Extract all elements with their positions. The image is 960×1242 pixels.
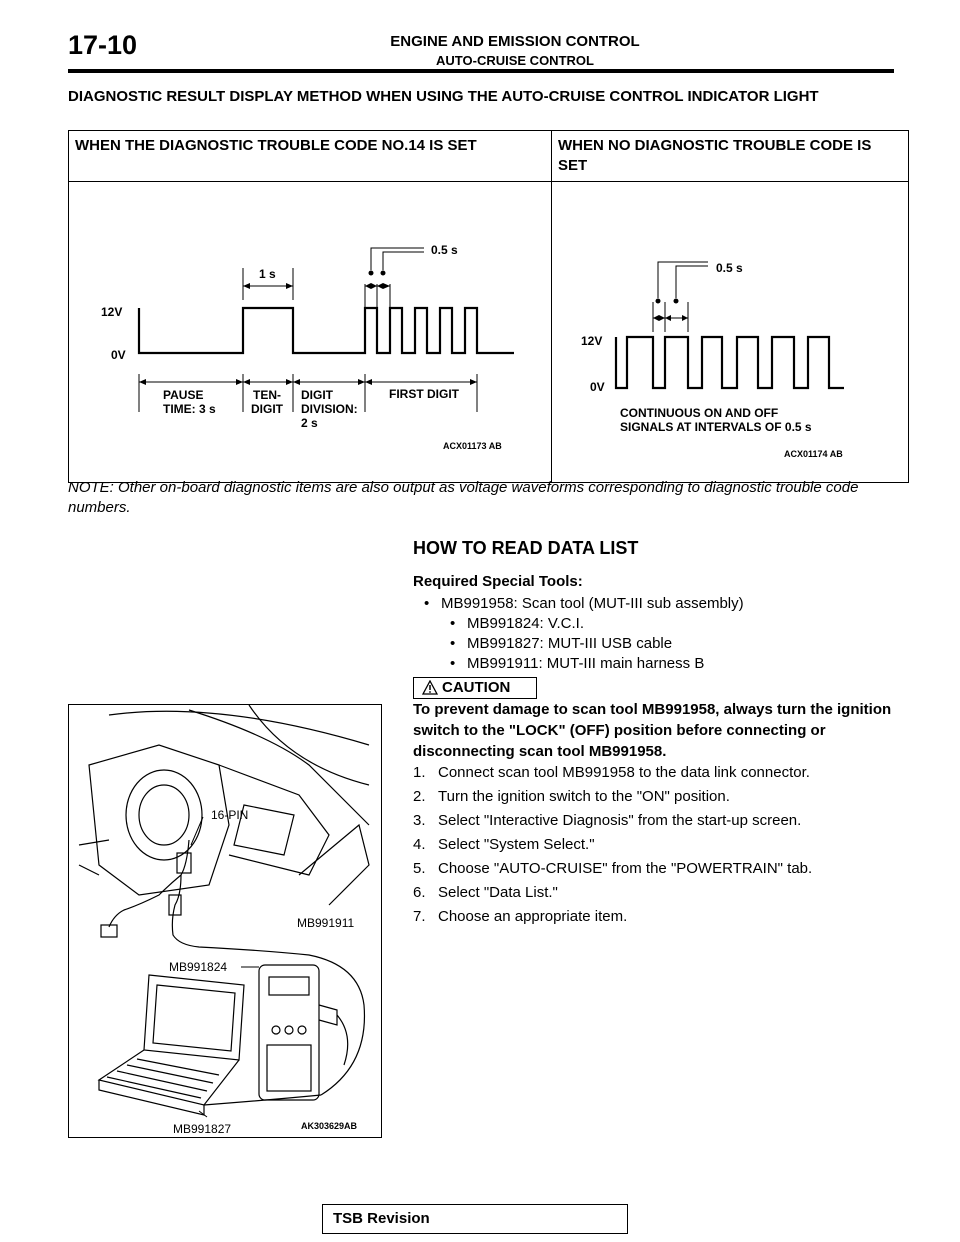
col1-header: WHEN THE DIAGNOSTIC TROUBLE CODE NO.14 IS SET [69,131,552,182]
continuous-desc-line1: CONTINUOUS ON AND OFF [620,406,779,420]
waveform-no-dtc [616,337,844,388]
diagnostic-title: DIAGNOSTIC RESULT DISPLAY METHOD WHEN USING THE AUTO-CRUISE CONTROL INDICATOR LIGHT [68,88,819,105]
harness-label: MB991911 [297,916,355,930]
continuous-desc-line2: SIGNALS AT INTERVALS OF 0.5 s [620,420,812,434]
ten-digit-label-2: DIGIT [251,402,283,416]
diagnostic-table [68,130,909,483]
tsb-revision-box [322,1204,628,1234]
division-value: 2 s [301,416,318,430]
v-high-label-2: 12V [581,334,603,348]
v-low-label: 0V [111,348,126,362]
usb-label: MB991827 [173,1122,232,1136]
header-rule [68,69,894,73]
note-text: NOTE: Other on-board diagnostic items are also output as voltage waveforms corresponding to diagnostic trouble code numbers. [68,479,859,516]
ten-digit-label: TEN- [253,388,281,402]
section-subtitle: AUTO-CRUISE CONTROL [436,53,594,68]
half-second-label-2: 0.5 s [716,261,743,275]
caution-label: CAUTION [442,679,511,696]
waveform-dtc14-cell [69,182,552,483]
scan-tool-illustration [69,705,381,1137]
scan-tool-connection-figure [68,704,382,1138]
step-5: 5. Choose "AUTO-CRUISE" from the "POWERTRAIN" tab. [413,860,813,877]
figure-id-1: ACX01173 AB [443,441,502,451]
section-title: ENGINE AND EMISSION CONTROL [390,33,640,50]
pause-value: TIME: 3 s [163,402,216,416]
division-label-2: DIVISION: [301,402,358,416]
warning-icon [422,680,438,695]
v-low-label-2: 0V [590,380,605,394]
waveform-dtc14-diagram [69,182,551,476]
bullet-icon: • [424,595,430,612]
pause-label: PAUSE [163,388,204,402]
waveform-no-dtc-cell [552,182,909,483]
division-label: DIGIT [301,388,333,402]
col2-header: WHEN NO DIAGNOSTIC TROUBLE CODE IS SET [552,131,909,182]
bullet-icon: • [450,655,456,672]
required-tools-label: Required Special Tools: [413,573,583,590]
step-2: 2. Turn the ignition switch to the "ON" position. [413,788,730,805]
vci-label: MB991824 [169,960,228,974]
bullet-icon: • [450,635,456,652]
page-number: 17-10 [68,30,138,60]
data-list-heading: HOW TO READ DATA LIST [413,538,639,558]
half-second-label: 0.5 s [431,243,458,257]
caution-text: To prevent damage to scan tool MB991958, always turn the ignition switch to the "LOCK" (OFF) position before connecting or disconnecting scan tool MB991958. [413,701,892,760]
bullet-icon: • [450,615,456,632]
one-second-label: 1 s [259,267,276,281]
tsb-revision-label: TSB Revision [333,1210,430,1227]
figure-id-2: ACX01174 AB [784,449,843,459]
step-1: 1. Connect scan tool MB991958 to the data link connector. [413,764,810,781]
v-high-label: 12V [101,305,123,319]
figure-id-3: AK303629AB [301,1121,358,1131]
step-7: 7. Choose an appropriate item. [413,908,628,925]
pin-label: 16-PIN [211,808,249,822]
first-digit-label: FIRST DIGIT [389,387,459,401]
step-6: 6. Select "Data List." [413,884,558,901]
waveform-dtc14 [139,308,514,353]
step-3: 3. Select "Interactive Diagnosis" from the start-up screen. [413,812,802,829]
waveform-no-dtc-diagram [552,182,908,476]
step-4: 4. Select "System Select." [413,836,595,853]
